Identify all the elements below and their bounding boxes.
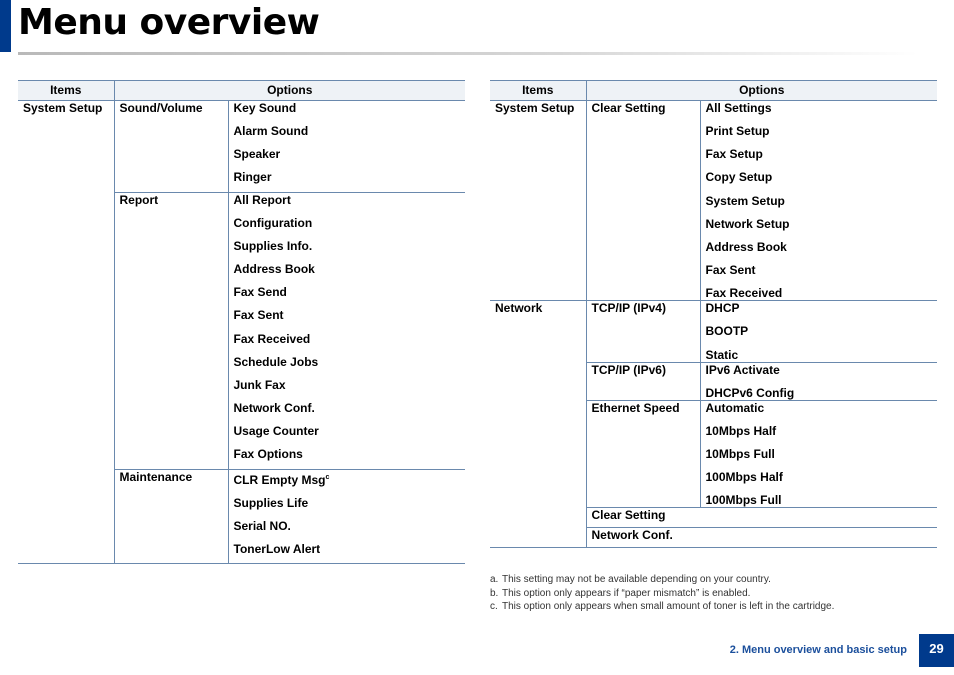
option: Schedule Jobs	[233, 354, 319, 369]
footer-section-title: 2. Menu overview and basic setup	[729, 644, 907, 656]
options-tcpip-ipv4	[700, 301, 937, 362]
option: Address Book	[705, 239, 787, 254]
footnote-b: b. This option only appears if “paper mismatch” is enabled.	[490, 587, 751, 599]
option: Fax Sent	[705, 263, 756, 278]
option-clr-empty-msg: CLR Empty Msg$^c$	[233, 472, 330, 487]
option: Automatic	[705, 400, 765, 415]
item-system-setup: System Setup	[18, 101, 114, 564]
option: Fax Sent	[233, 308, 284, 323]
option: Fax Received	[705, 286, 783, 301]
group-sound-volume: Sound/Volume	[114, 101, 228, 193]
option: 100Mbps Full	[705, 493, 782, 508]
options-ethernet-speed	[700, 400, 937, 508]
option: Fax Received	[233, 331, 311, 346]
group-maintenance: Maintenance	[114, 469, 228, 564]
group-ethernet-speed: Ethernet Speed	[586, 400, 700, 508]
option: Ringer	[233, 170, 272, 185]
header-options: Options	[586, 81, 937, 101]
option: 10Mbps Half	[705, 423, 777, 438]
option: BOOTP	[705, 324, 749, 339]
option: Network Setup	[705, 216, 790, 231]
option: Usage Counter	[233, 424, 319, 439]
row-network-conf: Network Conf.	[586, 528, 937, 548]
option: System Setup	[705, 193, 785, 208]
option: 10Mbps Full	[705, 446, 775, 461]
footnotes	[490, 573, 834, 614]
option: Fax Options	[233, 447, 303, 462]
options-tcpip-ipv6	[700, 362, 937, 400]
options-clear-setting	[700, 101, 937, 301]
title-divider	[18, 52, 918, 55]
group-tcpip-ipv6: TCP/IP (IPv6)	[586, 362, 700, 400]
item-system-setup: System Setup	[495, 101, 575, 115]
option: Alarm Sound	[233, 124, 309, 138]
page-title: Menu overview	[18, 2, 320, 43]
option: Junk Fax	[233, 377, 286, 392]
left-menu-table	[18, 80, 465, 564]
option: Address Book	[233, 261, 315, 276]
option: DHCP	[705, 301, 740, 316]
option: All Settings	[705, 101, 772, 115]
footnote-marker: c	[325, 473, 330, 481]
title-accent-bar	[0, 0, 11, 52]
option: 100Mbps Half	[705, 469, 783, 484]
option: Print Setup	[705, 124, 770, 138]
footnote-a: a. This setting may not be available depending on your country.	[490, 574, 771, 585]
options-maintenance	[228, 469, 465, 564]
option: Static	[705, 347, 739, 362]
footnote-c: c. This option only appears when small amount of toner is left in the cartridge.	[490, 601, 835, 612]
options-report	[228, 192, 465, 469]
group-tcpip-ipv4: TCP/IP (IPv4)	[586, 301, 700, 362]
option: IPv6 Activate	[705, 362, 780, 377]
option: All Report	[233, 192, 291, 207]
option: Speaker	[233, 147, 281, 162]
option: Key Sound	[233, 101, 297, 115]
header-items: Items	[18, 81, 114, 101]
right-menu-table	[490, 80, 937, 548]
item-network: Network	[490, 301, 586, 548]
option: TonerLow Alert	[233, 542, 321, 556]
option: Fax Send	[233, 285, 287, 300]
header-items: Items	[490, 81, 586, 101]
row-clear-setting: Clear Setting	[586, 508, 937, 528]
group-clear-setting: Clear Setting	[586, 101, 700, 301]
options-sound-volume	[228, 101, 465, 193]
option: Network Conf.	[233, 401, 315, 416]
page-number-badge: 29	[919, 634, 954, 667]
option: Copy Setup	[705, 170, 773, 185]
option: Supplies Life	[233, 495, 309, 510]
option: DHCPv6 Config	[705, 385, 795, 400]
option: Configuration	[233, 215, 313, 230]
header-options: Options	[114, 81, 465, 101]
option: Serial NO.	[233, 518, 291, 533]
option: Fax Setup	[705, 147, 763, 162]
group-report: Report	[114, 192, 228, 469]
option: Supplies Info.	[233, 238, 313, 253]
